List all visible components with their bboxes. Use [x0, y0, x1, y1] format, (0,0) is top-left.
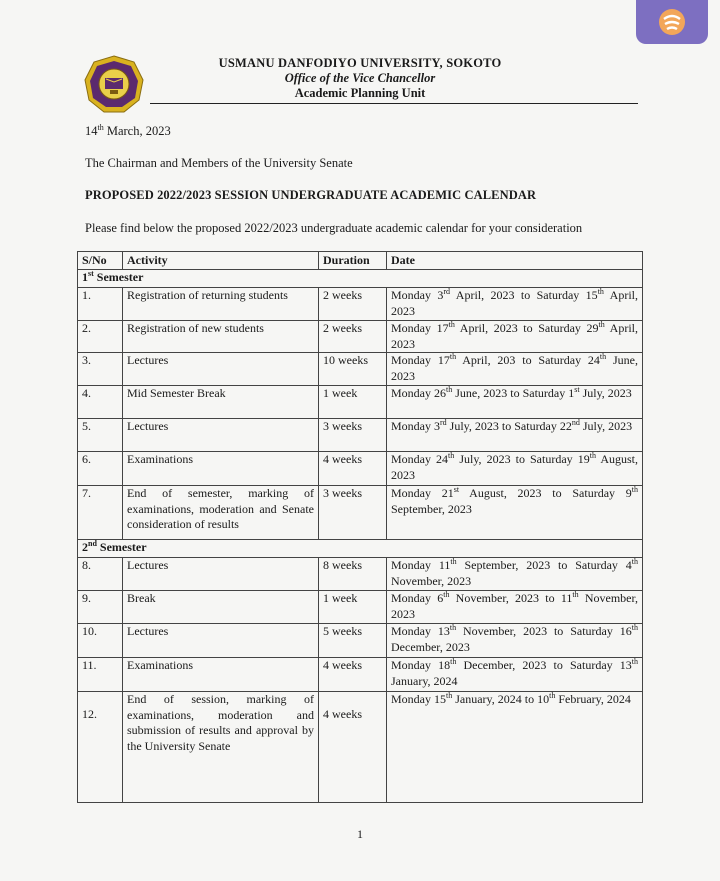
- cell-date: Monday 17th April, 203 to Saturday 24th June, 2023: [387, 353, 643, 386]
- cell-activity: Examinations: [123, 452, 319, 486]
- cell-date: Monday 11th September, 2023 to Saturday 4th November, 2023: [387, 558, 643, 591]
- cell-date: Monday 17th April, 2023 to Saturday 29th April, 2023: [387, 321, 643, 353]
- cell-date: Monday 13th November, 2023 to Saturday 16th December, 2023: [387, 624, 643, 658]
- cell-duration: 8 weeks: [319, 558, 387, 591]
- intro-text: Please find below the proposed 2022/2023 undergraduate academic calendar for your consideration: [85, 221, 583, 235]
- header-duration: Duration: [319, 252, 387, 270]
- cell-sno: 9.: [78, 591, 123, 624]
- cell-duration: 3 weeks: [319, 486, 387, 540]
- cell-date: Monday 26th June, 2023 to Saturday 1st July, 2023: [387, 386, 643, 419]
- table-row: [78, 321, 643, 353]
- table-row: [78, 558, 643, 591]
- header-sno: S/No: [78, 252, 123, 270]
- section-label: 2nd Semester: [78, 540, 643, 558]
- university-crest-icon: [84, 55, 144, 113]
- cell-sno: 3.: [78, 353, 123, 386]
- university-name: USMANU DANFODIYO UNIVERSITY, SOKOTO: [218, 56, 502, 70]
- app-logo-icon: [657, 7, 687, 37]
- table-row: [78, 692, 643, 803]
- table-row: [78, 624, 643, 658]
- cell-sno: 11.: [78, 658, 123, 692]
- cell-sno: 1.: [78, 288, 123, 321]
- cell-sno: 6.: [78, 452, 123, 486]
- table-header-row: [78, 252, 643, 270]
- table-row: [78, 452, 643, 486]
- cell-activity: End of session, marking of examinations, moderation and submission of results and approval by the University Senate: [123, 692, 319, 803]
- academic-calendar-table: [77, 251, 643, 803]
- cell-duration: 3 weeks: [319, 419, 387, 452]
- cell-duration: 5 weeks: [319, 624, 387, 658]
- cell-duration: 4 weeks: [319, 452, 387, 486]
- subject-line: PROPOSED 2022/2023 SESSION UNDERGRADUATE ACADEMIC CALENDAR: [85, 188, 537, 202]
- cell-duration: 10 weeks: [319, 353, 387, 386]
- cell-activity: Mid Semester Break: [123, 386, 319, 419]
- cell-duration: 2 weeks: [319, 321, 387, 353]
- cell-date: Monday 24th July, 2023 to Saturday 19th August, 2023: [387, 452, 643, 486]
- cell-activity: Lectures: [123, 353, 319, 386]
- table-row: [78, 353, 643, 386]
- cell-date: Monday 21st August, 2023 to Saturday 9th September, 2023: [387, 486, 643, 540]
- table-row: [78, 591, 643, 624]
- letter-date: 14th March, 2023: [85, 123, 171, 138]
- cell-sno: 5.: [78, 419, 123, 452]
- cell-duration: 4 weeks: [319, 692, 387, 803]
- cell-date: Monday 15th January, 2024 to 10th February, 2024: [387, 692, 643, 803]
- cell-sno: 8.: [78, 558, 123, 591]
- cell-duration: 2 weeks: [319, 288, 387, 321]
- cell-activity: Registration of returning students: [123, 288, 319, 321]
- table-row: [78, 419, 643, 452]
- cell-duration: 1 week: [319, 386, 387, 419]
- page-number: 1: [357, 827, 363, 841]
- cell-activity: Lectures: [123, 624, 319, 658]
- cell-duration: 4 weeks: [319, 658, 387, 692]
- cell-activity: End of semester, marking of examinations, moderation and Senate consideration of results: [123, 486, 319, 540]
- table-row: [78, 658, 643, 692]
- section-label: 1st Semester: [78, 270, 643, 288]
- cell-sno: 12.: [78, 692, 123, 803]
- office-name: Office of the Vice Chancellor: [284, 71, 436, 85]
- cell-activity: Registration of new students: [123, 321, 319, 353]
- cell-sno: 4.: [78, 386, 123, 419]
- header-divider: [150, 103, 638, 104]
- cell-sno: 7.: [78, 486, 123, 540]
- cell-sno: 10.: [78, 624, 123, 658]
- cell-activity: Lectures: [123, 419, 319, 452]
- cell-date: Monday 18th December, 2023 to Saturday 13th January, 2024: [387, 658, 643, 692]
- cell-activity: Lectures: [123, 558, 319, 591]
- table-row: [78, 486, 643, 540]
- cell-sno: 2.: [78, 321, 123, 353]
- cell-activity: Break: [123, 591, 319, 624]
- app-logo-badge[interactable]: [636, 0, 708, 44]
- letterhead: [150, 56, 570, 101]
- cell-date: Monday 6th November, 2023 to 11th November, 2023: [387, 591, 643, 624]
- header-date: Date: [387, 252, 643, 270]
- cell-activity: Examinations: [123, 658, 319, 692]
- table-row: [78, 386, 643, 419]
- cell-duration: 1 week: [319, 591, 387, 624]
- cell-date: Monday 3rd April, 2023 to Saturday 15th April, 2023: [387, 288, 643, 321]
- section-row-first-semester: [78, 270, 643, 288]
- unit-name: Academic Planning Unit: [294, 86, 426, 100]
- cell-date: Monday 3rd July, 2023 to Saturday 22nd July, 2023: [387, 419, 643, 452]
- section-row-second-semester: [78, 540, 643, 558]
- addressee: The Chairman and Members of the University Senate: [85, 156, 353, 170]
- table-row: [78, 288, 643, 321]
- header-activity: Activity: [123, 252, 319, 270]
